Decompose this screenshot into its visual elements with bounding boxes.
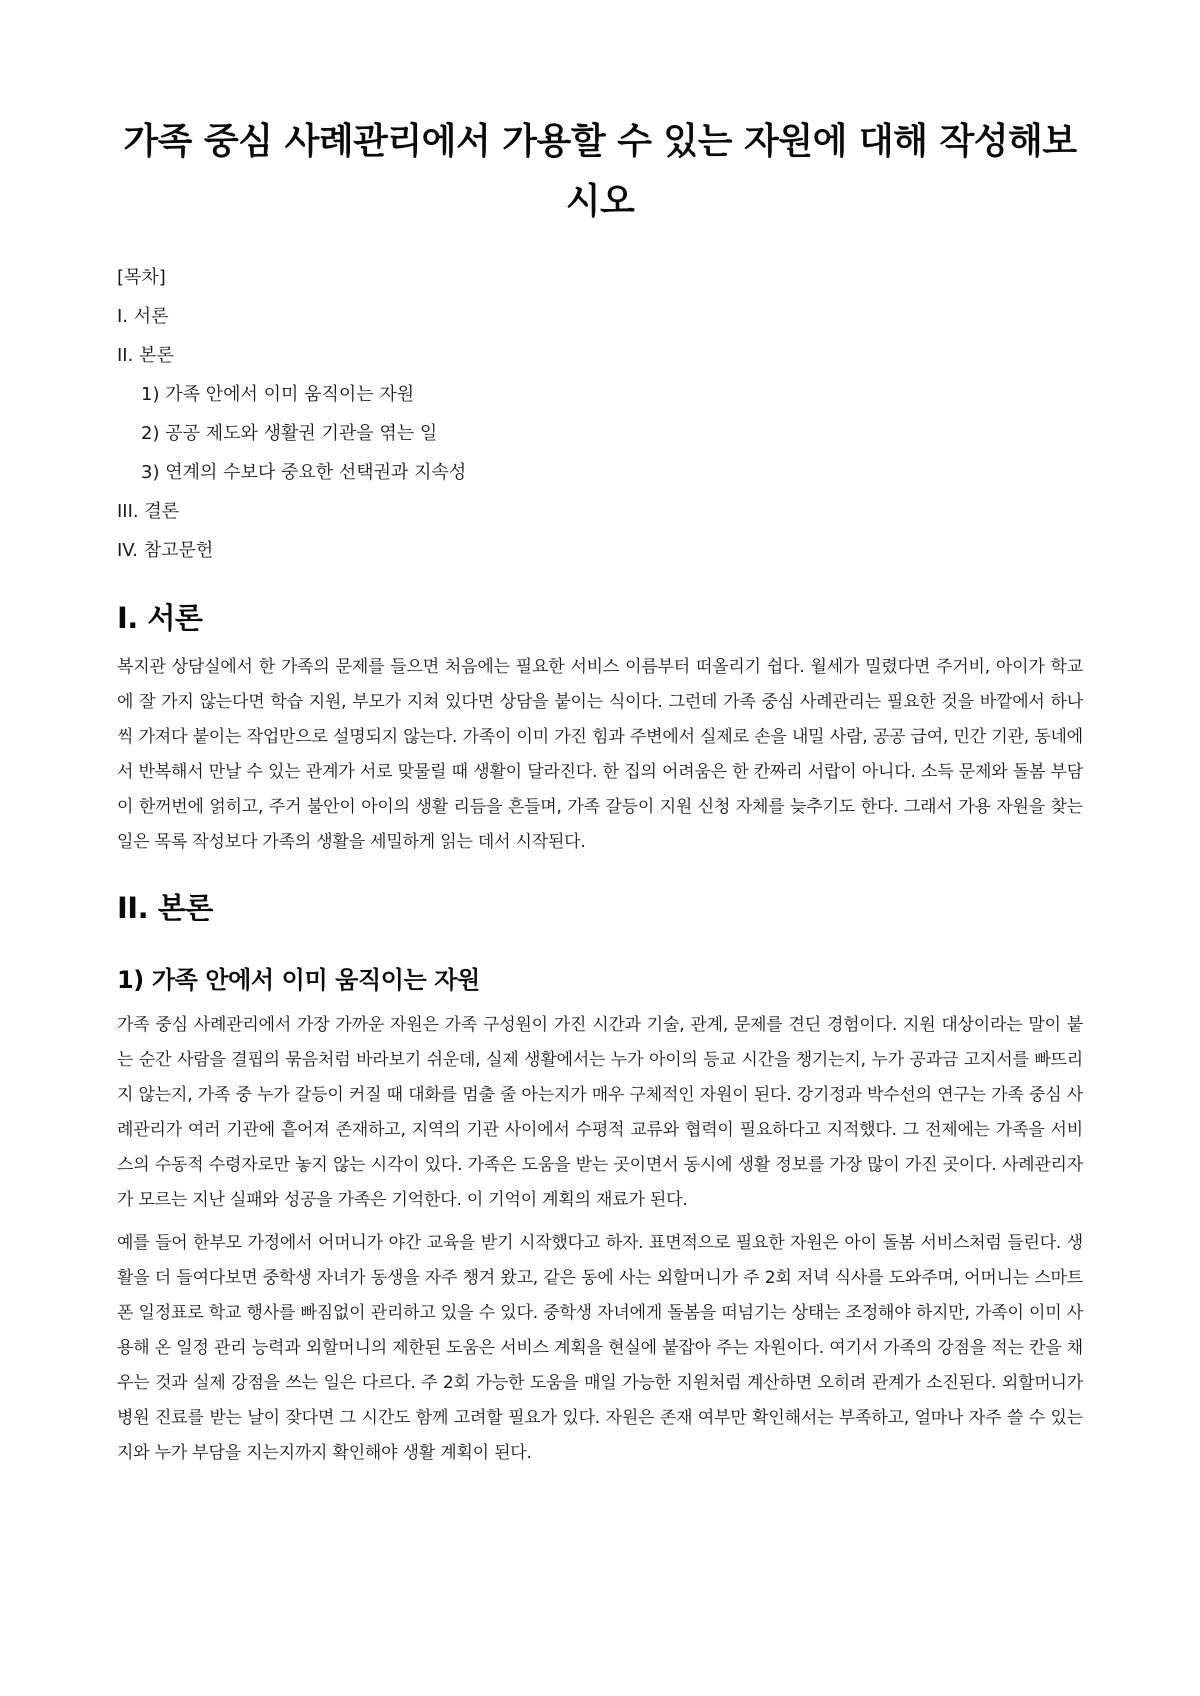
toc-item: 1) 가족 안에서 이미 움직이는 자원 [141, 384, 415, 405]
section-heading-intro: I. 서론 [117, 601, 203, 635]
document-title: 가족 중심 사례관리에서 가용할 수 있는 자원에 대해 작성해보시오 [123, 121, 1077, 222]
intro-paragraph: 복지관 상담실에서 한 가족의 문제를 들으면 처음에는 필요한 서비스 이름부터 떠올리기 쉽다. 월세가 밀렸다면 주거비, 아이가 학교에 잘 가지 않는다면 학습 지원, 부모가 지쳐 있다면 상담을 붙이는 식이다. 그런데 가족 중심 사례관리는 필요한 것을 바깥에서 하나씩 가져다 붙이는 작업만으로 설명되지 않는다. 가족이 이미 가진 힘과 주변에서 실제로 손을 내밀 사람, 공공 급여, 민간 기관, 동네에서 반복해서 만날 수 있는 관계가 서로 맞물릴 때 생활이 달라진다. 한 집의 어려움은 한 칸짜리 서랍이 아니다. 소득 문제와 돌봄 부담이 한꺼번에 얽히고, 주거 불안이 아이의 생활 리듬을 흔들며, 가족 갈등이 지원 신청 자체를 늦추기도 한다. 그래서 가용 자원을 찾는 일은 목록 작성보다 가족의 생활을 세밀하게 읽는 데서 시작된다. [117, 657, 1083, 852]
section-heading-body: II. 본론 [117, 891, 213, 925]
body-paragraph: 가족 중심 사례관리에서 가장 가까운 자원은 가족 구성원이 가진 시간과 기술, 관계, 문제를 견딘 경험이다. 지원 대상이라는 말이 붙는 순간 사람을 결핍의 묶음처럼 바라보기 쉬운데, 실제 생활에서는 누가 아이의 등교 시간을 챙기는지, 누가 공과금 고지서를 빠뜨리지 않는지, 가족 중 누가 갈등이 커질 때 대화를 멈출 줄 아는지가 매우 구체적인 자원이 된다. 강기정과 박수선의 연구는 가족 중심 사례관리가 여러 기관에 흩어져 존재하고, 지역의 기관 사이에서 수평적 교류와 협력이 필요하다고 지적했다. 그 전제에는 가족을 서비스의 수동적 수령자로만 놓지 않는 시각이 있다. 가족은 도움을 받는 곳이면서 동시에 생활 정보를 가장 많이 가진 곳이다. 사례관리자가 모르는 지난 실패와 성공을 가족은 기억한다. 이 기억이 계획의 재료가 된다. [117, 1015, 1083, 1210]
body-paragraph: 예를 들어 한부모 가정에서 어머니가 야간 교육을 받기 시작했다고 하자. 표면적으로 필요한 자원은 아이 돌봄 서비스처럼 들린다. 생활을 더 들여다보면 중학생 자녀가 동생을 자주 챙겨 왔고, 같은 동에 사는 외할머니가 주 2회 저녁 식사를 도와주며, 어머니는 스마트폰 일정표로 학교 행사를 빠짐없이 관리하고 있을 수 있다. 중학생 자녀에게 돌봄을 떠넘기는 상태는 조정해야 하지만, 가족이 이미 사용해 온 일정 관리 능력과 외할머니의 제한된 도움은 서비스 계획을 현실에 붙잡아 주는 자원이다. 여기서 가족의 강점을 적는 칸을 채우는 것과 실제 강점을 쓰는 일은 다르다. 주 2회 가능한 도움을 매일 가능한 지원처럼 계산하면 오히려 관계가 소진된다. 외할머니가 병원 진료를 받는 날이 잦다면 그 시간도 함께 고려할 필요가 있다. 자원은 존재 여부만 확인해서는 부족하고, 얼마나 자주 쓸 수 있는지와 누가 부담을 지는지까지 확인해야 생활 계획이 된다. [117, 1233, 1084, 1463]
toc-item: I. 서론 [117, 306, 169, 327]
toc-item: III. 결론 [117, 501, 180, 522]
toc-heading: [목차] [117, 267, 166, 288]
toc-item: II. 본론 [117, 345, 174, 366]
subsection-heading-family-resources: 1) 가족 안에서 이미 움직이는 자원 [117, 966, 480, 994]
toc-item: 3) 연계의 수보다 중요한 선택권과 지속성 [141, 462, 467, 483]
toc-item: IV. 참고문헌 [117, 540, 214, 561]
toc-item: 2) 공공 제도와 생활권 기관을 엮는 일 [141, 423, 438, 444]
table-of-contents [117, 258, 1083, 570]
